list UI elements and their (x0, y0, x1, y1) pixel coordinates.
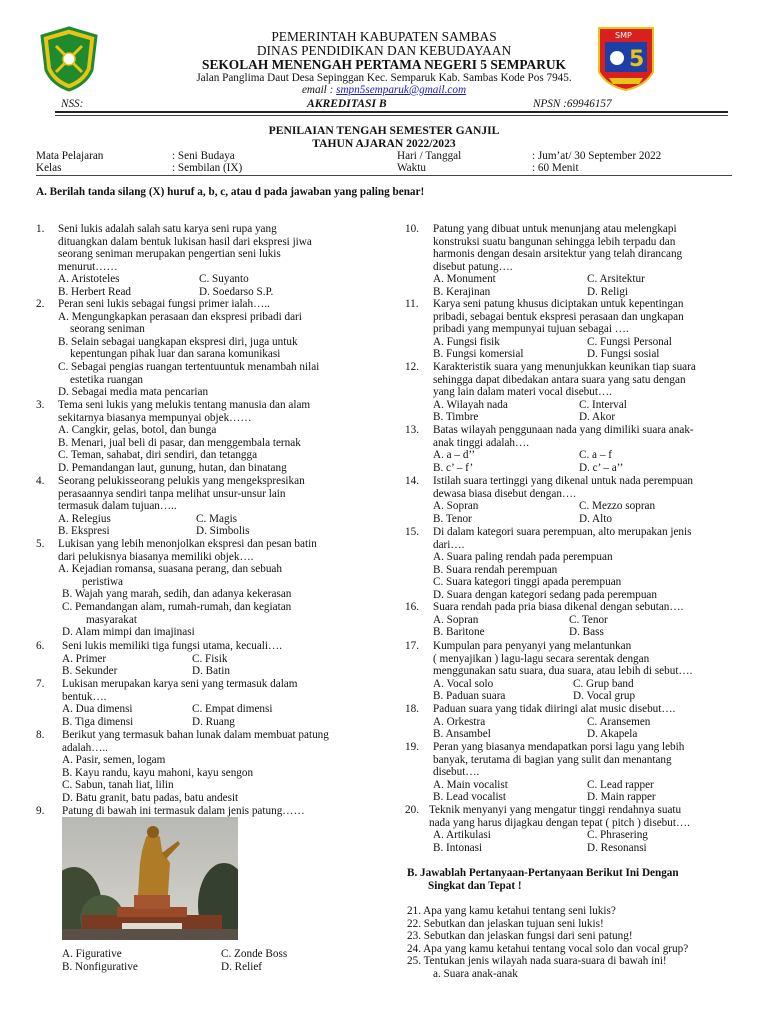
option-c-cont: masyarakat (86, 613, 137, 626)
question-text: Di dalam kategori suara perempuan, alto merupakan jenis (433, 526, 692, 538)
option-a[interactable]: A. Sopran (433, 500, 479, 513)
question-number: 8. (36, 729, 45, 741)
question-number: 5. (36, 538, 45, 550)
question-number: 12. (405, 361, 419, 373)
essay-sub-a: a. Suara anak-anak (433, 967, 518, 980)
option-a[interactable]: A. Cangkir, gelas, botol, dan bunga (58, 424, 217, 437)
option-c[interactable]: C. Interval (579, 398, 627, 411)
option-a-cont: peristiwa (82, 575, 124, 588)
question-text: dituangkan dalam bentuk lukisan hasil dari ekspresi jiwa (58, 235, 312, 248)
essay-list (407, 905, 752, 981)
option-d[interactable]: D. Alam mimpi dan imajinasi (62, 626, 195, 639)
question-text: dewasa biasa disebut dengan…. (433, 487, 576, 500)
option-a[interactable]: A. Vocal solo (433, 677, 494, 690)
option-b[interactable]: B. c’ – f’ (433, 461, 474, 474)
option-b[interactable]: B. Kayu randu, kayu mahoni, kayu sengon (62, 766, 254, 779)
option-a[interactable]: A. a – d’’ (433, 449, 476, 462)
option-a[interactable]: A. Primer (62, 652, 107, 665)
option-a[interactable]: A. Artikulasi (433, 829, 491, 842)
option-a[interactable]: A. Aristoteles (58, 273, 120, 286)
header-divider-thin (55, 115, 728, 116)
option-c[interactable]: C. Grup band (573, 677, 634, 690)
question-text: banyak, terutama di bagian yang sulit dan menantang (433, 753, 672, 766)
question-text: menurut…… (58, 260, 118, 273)
question-9-options (62, 948, 362, 973)
option-c[interactable]: C. Sabun, tanah liat, lilin (62, 779, 174, 792)
question-text: konstruksi suatu bangunan sehingga lebih terpadu dan (433, 235, 676, 248)
essay-question-22: 22. Sebutkan dan jelaskan tujuan seni lukis! (407, 917, 604, 930)
option-c[interactable]: C. Zonde Boss (221, 948, 288, 960)
svg-text:5: 5 (629, 47, 645, 72)
question-20 (405, 804, 750, 854)
akreditasi-label: AKREDITASI B (307, 97, 387, 110)
option-b[interactable]: B. Tenor (433, 512, 472, 525)
option-a[interactable]: A. Wilayah nada (433, 398, 508, 411)
info-label: Kelas (36, 162, 62, 174)
option-c[interactable]: C. Arsitektur (587, 273, 645, 286)
option-a[interactable]: A. Suara paling rendah pada perempuan (433, 551, 613, 564)
option-a[interactable]: A. Main vocalist (433, 778, 508, 791)
essay-question-23: 23. Sebutkan dan jelaskan fungsi dari seni patung! (407, 930, 633, 943)
option-b[interactable]: B. Baritone (433, 626, 485, 639)
question-text: anak tinggi adalah…. (433, 436, 529, 449)
section-a-instruction: A. Berilah tanda silang (X) huruf a, b, c, atau d pada jawaban yang paling benar! (36, 186, 425, 198)
header-email-line (0, 84, 768, 96)
header-address: Jalan Panglima Daut Desa Sepinggan Kec. Semparuk Kab. Sambas Kode Pos 7945. (196, 72, 572, 84)
question-text: Batas wilayah penggunaan nada yang dimiliki suara anak- (433, 424, 694, 436)
option-c[interactable]: C. a – f (579, 449, 612, 462)
question-number: 7. (36, 678, 45, 690)
question-text: Seni lukis memiliki tiga fungsi utama, kecuali…. (62, 640, 282, 652)
question-text: perasaannya sendiri tanpa melihat unsur-unsur lain (58, 487, 286, 500)
option-c-cont: estetika ruangan (70, 373, 143, 386)
option-b[interactable]: B. Selain sebagai uangkapan ekspresi diri, juga untuk (58, 335, 298, 348)
option-d[interactable]: D. Sebagai media mata pencarian (58, 386, 209, 399)
question-text: disebut patung…. (433, 260, 513, 273)
option-c[interactable]: C. Teman, sahabat, diri sendiri, dan tetangga (58, 449, 258, 462)
question-12 (405, 361, 745, 424)
info-divider (36, 175, 732, 176)
option-b[interactable]: B. Lead vocalist (433, 791, 507, 804)
question-1 (36, 223, 396, 299)
question-text: Lukisan merupakan karya seni yang termasuk dalam (62, 678, 298, 690)
option-b[interactable]: B. Suara rendah perempuan (433, 563, 558, 576)
question-text: Kumpulan para penyanyi yang melantunkan (433, 640, 632, 652)
question-9 (36, 805, 396, 818)
option-a[interactable]: A. Sopran (433, 613, 479, 626)
option-c[interactable]: C. Suara kategori tinggi apada perempuan (433, 576, 622, 589)
option-c[interactable]: C. Tenor (569, 613, 608, 626)
question-number: 10. (405, 223, 419, 235)
option-a[interactable]: A. Dua dimensi (62, 703, 133, 716)
exam-title-2: TAHUN AJARAN 2022/2023 (312, 137, 456, 150)
question-text: Paduan suara yang tidak diiringi alat music disebut…. (433, 703, 676, 715)
question-number: 16. (405, 601, 419, 613)
question-text: bentuk…. (62, 690, 107, 703)
question-number: 14. (405, 475, 419, 487)
question-text: dari pelukisnya biasanya memiliki objek…. (58, 550, 254, 563)
question-text: Karakteristik suara yang menunjukkan keunikan tiap suara (433, 361, 696, 373)
question-text: pribadi yang mempunyai tujuan sebagai …. (433, 323, 629, 336)
nss-label: NSS: (61, 98, 84, 110)
option-b[interactable]: B. Paduan suara (433, 690, 506, 703)
question-number: 17. (405, 640, 419, 652)
option-d[interactable]: D. Main rapper (587, 791, 656, 804)
question-7 (36, 678, 396, 728)
option-c[interactable]: C. Sebagai pengias ruangan tertentuuntuk menambah nilai (58, 360, 320, 373)
option-b[interactable]: B. Nonfigurative (62, 960, 138, 973)
question-text: Patung di bawah ini termasuk dalam jenis patung…… (62, 805, 305, 817)
question-17 (405, 640, 745, 703)
question-text: menggunakan satu suara, dua suara, atau lebih di sebut…. (433, 665, 693, 678)
question-text: seorang seniman merupakan pengertian seni lukis (58, 248, 281, 261)
question-text: Seorang pelukisseorang pelukis yang mengekspresikan (58, 475, 305, 487)
option-d[interactable]: D. Fungsi sosial (587, 348, 660, 361)
question-14 (405, 475, 745, 525)
question-number: 3. (36, 399, 45, 411)
question-text: sekitarnya biasanya mempunyai objek…… (58, 411, 252, 424)
option-b[interactable]: B. Kerajinan (433, 285, 491, 298)
question-text: Patung yang dibuat untuk menunjang atau melengkapi (433, 223, 677, 235)
question-number: 9. (36, 805, 45, 817)
question-text: Teknik menyanyi yang mengatur tinggi rendahnya suatu (429, 804, 682, 816)
essay-question-21: 21. Apa yang kamu ketahui tentang seni lukis? (407, 905, 616, 917)
question-text: Peran yang biasanya mendapatkan porsi lagu yang lebih (433, 741, 685, 753)
info-label: Mata Pelajaran (36, 150, 104, 162)
option-b[interactable]: B. Ekspresi (58, 525, 110, 538)
info-label-2: Waktu (397, 162, 426, 174)
question-text: pribadi, sebagai bentuk ekspresi perasaan dan ungkapan (433, 310, 684, 323)
option-b[interactable]: B. Ansambel (433, 728, 491, 741)
option-d[interactable]: D. Suara dengan kategori sedang pada perempuan (433, 588, 657, 601)
question-text: Peran seni lukis sebagai fungsi primer ialah….. (58, 298, 270, 310)
email-label: email : (301, 84, 337, 96)
header-divider (55, 111, 728, 113)
option-d[interactable]: D. Akapela (587, 728, 638, 741)
question-11 (405, 298, 745, 361)
option-c[interactable]: C. Fungsi Personal (587, 335, 672, 348)
question-text: sehingga dapat dibedakan antara suara yang satu dengan (433, 373, 686, 386)
logo-text: SMP (615, 31, 632, 40)
option-d[interactable]: D. Soedarso S.P. (199, 285, 274, 298)
question-text: dari…. (433, 538, 465, 551)
option-a[interactable]: A. Pasir, semen, logam (62, 754, 166, 767)
question-18 (405, 703, 745, 741)
question-6 (36, 640, 396, 678)
option-d[interactable]: D. Ruang (192, 715, 235, 728)
option-a[interactable]: A. Orkestra (433, 715, 486, 728)
section-b-instruction (407, 867, 747, 892)
question-3 (36, 399, 396, 475)
question-text: yang lain dalam materi vocal disebut…. (433, 386, 612, 399)
option-a[interactable]: A. Relegius (58, 512, 111, 525)
option-b[interactable]: B. Herbert Read (58, 285, 132, 298)
option-c[interactable]: C. Mezzo sopran (579, 500, 656, 513)
question-13 (405, 424, 745, 474)
option-c[interactable]: C. Fisik (192, 652, 228, 665)
question-number: 1. (36, 223, 45, 235)
option-c[interactable]: C. Aransemen (587, 715, 651, 728)
option-d[interactable]: D. Alto (579, 512, 612, 525)
option-b[interactable]: B. Wajah yang marah, sedih, dan adanya kekerasan (62, 588, 292, 601)
question-text: Lukisan yang lebih menonjolkan ekspresi dan pesan batin (58, 538, 317, 550)
section-b-line-1: B. Jawablah Pertanyaan-Pertanyaan Berikut Ini Dengan (407, 867, 679, 879)
option-a[interactable]: A. Mengungkapkan perasaan dan ekspresi pribadi dari (58, 310, 302, 323)
option-b[interactable]: B. Fungsi komersial (433, 348, 524, 361)
option-c[interactable]: C. Pemandangan alam, rumah-rumah, dan kegiatan (62, 600, 292, 613)
option-b[interactable]: B. Tiga dimensi (62, 715, 134, 728)
option-d[interactable]: D. Vocal grup (573, 690, 636, 703)
essay-question-25: 25. Tentukan jenis wilayah nada suara-suara di bawah ini! (407, 955, 667, 968)
option-b[interactable]: B. Menari, jual beli di pasar, dan menggembala ternak (58, 436, 301, 449)
question-5 (36, 538, 396, 639)
option-a[interactable]: A. Figurative (62, 948, 122, 960)
option-b-cont: kepentungan pihak luar dan sarana komunikasi (70, 348, 281, 361)
question-number: 19. (405, 741, 419, 753)
question-text: Tema seni lukis yang melukis tentang manusia dan alam (58, 399, 311, 411)
question-text: nada yang harus dijagkau dengan tepat ( pitch ) disebut…. (429, 816, 690, 829)
info-label-2: Hari / Tanggal (397, 150, 462, 162)
question-19 (405, 741, 745, 804)
info-value: : Seni Budaya (172, 150, 235, 162)
question-number: 2. (36, 298, 45, 310)
option-d[interactable]: D. Bass (569, 626, 604, 639)
option-c[interactable]: C. Phrasering (587, 829, 648, 842)
question-text: harmonis dengan desain arsitektur yang telah dirancang (433, 248, 683, 261)
npsn-label: NPSN :69946157 (533, 98, 612, 110)
question-16 (405, 601, 745, 639)
option-d[interactable]: D. Relief (221, 960, 263, 973)
option-a[interactable]: A. Kejadian romansa, suasana perang, dan sebuah (58, 563, 282, 576)
option-c[interactable]: C. Magis (196, 512, 238, 525)
question-text: Seni lukis adalah salah satu karya seni rupa yang (58, 223, 277, 235)
option-c[interactable]: C. Empat dimensi (192, 703, 273, 716)
question-number: 6. (36, 640, 45, 652)
info-value-2: : Jum’at/ 30 September 2022 (532, 150, 662, 162)
header-line-3: SEKOLAH MENENGAH PERTAMA NEGERI 5 SEMPARUK (202, 57, 566, 72)
option-a-cont: seorang seniman (70, 323, 145, 336)
question-number: 11. (405, 298, 419, 310)
question-text: disebut…. (433, 766, 480, 779)
question-text: adalah….. (62, 741, 108, 754)
option-a[interactable]: A. Monument (433, 273, 496, 286)
question-15 (405, 526, 745, 602)
header-line-2: DINAS PENDIDIKAN DAN KEBUDAYAAN (256, 43, 512, 58)
question-number: 4. (36, 475, 45, 487)
option-d[interactable]: D. Batu granit, batu padas, batu andesit (62, 791, 239, 804)
question-number: 15. (405, 526, 419, 538)
option-d[interactable]: D. Batin (192, 665, 230, 678)
email-link[interactable]: smpn5semparuk@gmail.com (336, 84, 467, 96)
essay-question-24: 24. Apa yang kamu ketahui tentang vocal solo dan vocal grup? (407, 942, 689, 955)
question-number: 18. (405, 703, 419, 715)
option-d[interactable]: D. c’ – a’’ (579, 461, 624, 474)
question-2 (36, 298, 396, 399)
section-b-line-2: Singkat dan Tepat ! (428, 879, 522, 892)
question-8 (36, 729, 396, 805)
question-4 (36, 475, 396, 538)
option-d[interactable]: D. Resonansi (587, 841, 647, 854)
statue-photo (62, 817, 238, 940)
question-10 (405, 223, 745, 299)
option-a[interactable]: A. Fungsi fisik (433, 335, 500, 348)
question-text: termasuk dalam tujuan….. (58, 500, 177, 513)
question-text: Suara rendah pada pria biasa dikenal dengan sebutan…. (433, 601, 684, 613)
question-number: 20. (405, 804, 419, 816)
question-text: ( menyajikan ) lagu-lagu secara serentak dengan (433, 652, 650, 665)
option-c[interactable]: C. Suyanto (199, 273, 249, 286)
question-text: Karya seni patung khusus diciptakan untuk kepentingan (433, 298, 684, 310)
option-d[interactable]: D. Pemandangan laut, gunung, hutan, dan binatang (58, 461, 287, 474)
info-value: : Sembilan (IX) (172, 162, 243, 174)
option-b[interactable]: B. Intonasi (433, 841, 483, 854)
exam-title-1: PENILAIAN TENGAH SEMESTER GANJIL (268, 124, 500, 137)
option-c[interactable]: C. Lead rapper (587, 778, 654, 791)
option-b[interactable]: B. Sekunder (62, 665, 118, 678)
question-text: Berikut yang termasuk bahan lunak dalam membuat patung (62, 729, 329, 741)
question-text: Istilah suara tertinggi yang dikenal untuk nada perempuan (433, 475, 694, 487)
header-line-1: PEMERINTAH KABUPATEN SAMBAS (271, 29, 497, 44)
option-d[interactable]: D. Akor (579, 411, 616, 424)
option-d[interactable]: D. Simbolis (196, 525, 250, 538)
option-b[interactable]: B. Timbre (433, 411, 479, 424)
question-number: 13. (405, 424, 419, 436)
info-value-2: : 60 Menit (532, 162, 579, 174)
option-d[interactable]: D. Religi (587, 285, 629, 298)
